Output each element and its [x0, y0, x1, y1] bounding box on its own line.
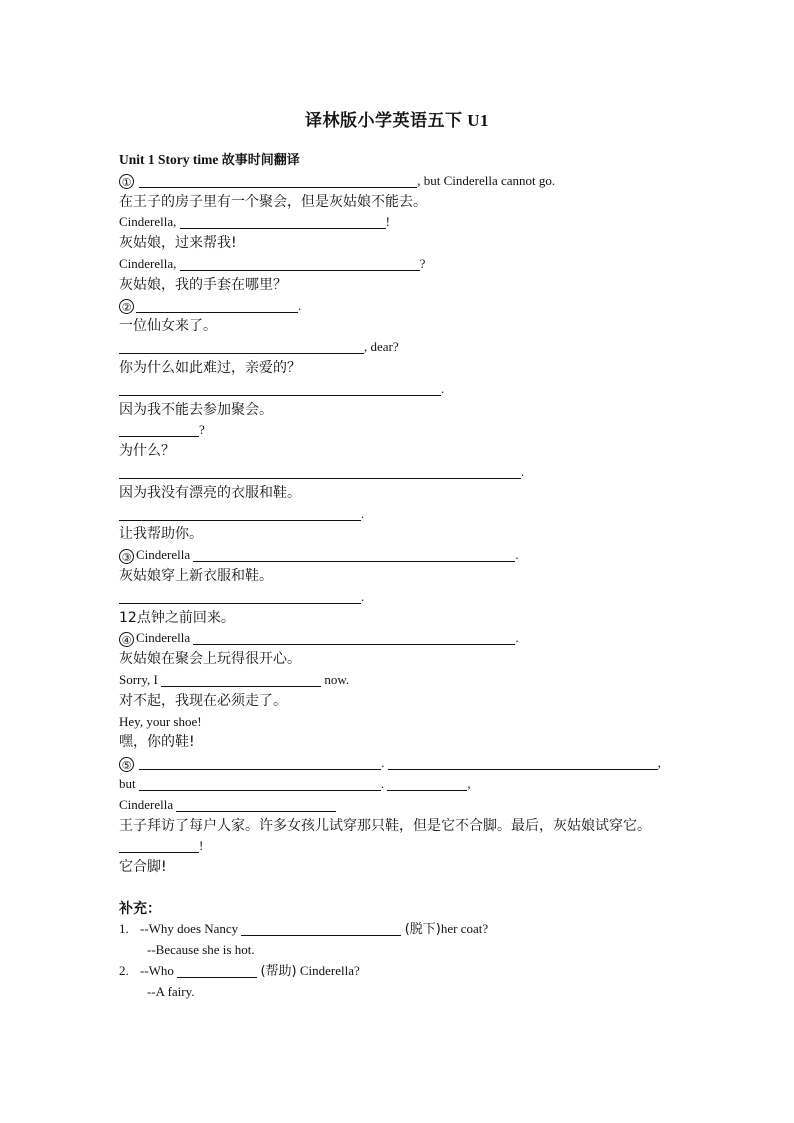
answer-blank[interactable] — [119, 339, 364, 354]
sentence-text: ? — [199, 422, 205, 438]
sentence-text: ! — [199, 838, 204, 854]
sentence-5-zh: 你为什么如此难过，亲爱的？ — [119, 359, 301, 376]
spacer — [119, 878, 689, 899]
sentence-text: , dear? — [364, 339, 399, 355]
sentence-text: Sorry, I — [119, 671, 158, 687]
sentence-7-zh: 为什么？ — [119, 443, 175, 460]
answer-blank[interactable] — [388, 755, 658, 770]
sentence-text: , — [467, 775, 471, 791]
sentence-2-zh: 灰姑娘，过来帮我! — [119, 235, 237, 252]
answer-blank[interactable] — [139, 173, 417, 188]
sentence-text: , — [657, 755, 661, 771]
section-heading — [119, 150, 689, 171]
supplement-question-2 — [119, 961, 689, 982]
circled-number-3: ③ — [119, 549, 134, 564]
answer-blank[interactable] — [139, 776, 381, 791]
sentence-13-en — [119, 670, 689, 691]
sentence-9-zh: 让我帮助你。 — [119, 526, 203, 543]
sentence-text: . — [381, 755, 385, 771]
sentence-text: now. — [324, 671, 350, 687]
sentence-13-zh: 对不起，我现在必须走了。 — [119, 692, 287, 709]
sentence-15-en-cont — [119, 774, 689, 795]
sentence-4-zh: 一位仙女来了。 — [119, 318, 217, 335]
sentence-text: Cinderella — [136, 630, 191, 646]
sentence-text: . — [521, 463, 525, 479]
sentence-12-en — [119, 628, 689, 649]
sentence-text: . — [441, 380, 445, 396]
circled-number-4: ④ — [119, 632, 134, 647]
question-text: --Why does Nancy — [140, 921, 239, 937]
answer-blank[interactable] — [193, 547, 515, 562]
sentence-6-zh: 因为我不能去参加聚会。 — [119, 401, 273, 418]
sentence-3-en — [119, 254, 689, 275]
sentence-11-zh: 12点钟之前回来。 — [119, 609, 235, 626]
sentence-4-en — [119, 296, 689, 317]
sentence-8-en — [119, 462, 689, 483]
page-title: 译林版小学英语五下 U1 — [304, 111, 490, 130]
sentence-9-en — [119, 504, 689, 525]
sentence-10-en — [119, 545, 689, 566]
sentence-14-en: Hey, your shoe! — [119, 713, 202, 729]
sentence-text: . — [298, 297, 302, 313]
hint-text: (帮助) — [260, 964, 297, 980]
supplement-heading: 补充： — [119, 900, 161, 917]
sentence-text: , but Cinderella cannot go. — [417, 172, 556, 188]
circled-number-5: ⑤ — [119, 757, 134, 772]
sentence-text: . — [515, 630, 519, 646]
circled-number-2: ② — [119, 299, 134, 314]
answer-blank[interactable] — [193, 630, 515, 645]
answer-blank[interactable] — [119, 838, 199, 853]
answer-blank[interactable] — [119, 464, 521, 479]
sentence-11-en — [119, 587, 689, 608]
answer-blank[interactable] — [161, 672, 321, 687]
answer-blank[interactable] — [119, 506, 361, 521]
sentence-6-en — [119, 379, 689, 400]
answer-blank[interactable] — [180, 214, 386, 229]
question-number: 1. — [119, 921, 129, 937]
supplement-answer-2: --A fairy. — [147, 983, 195, 999]
hint-text: (脱下) — [404, 922, 441, 938]
answer-blank[interactable] — [387, 776, 467, 791]
sentence-10-zh: 灰姑娘穿上新衣服和鞋。 — [119, 567, 273, 584]
answer-blank[interactable] — [139, 755, 381, 770]
sentence-5-en — [119, 337, 689, 358]
sentence-16-en — [119, 795, 689, 816]
answer-blank[interactable] — [136, 298, 298, 313]
sentence-16-zh: 王子拜访了每户人家。许多女孩儿试穿那只鞋，但是它不合脚。最后，灰姑娘试穿它。 — [119, 817, 651, 834]
circled-number-1: ① — [119, 174, 134, 189]
sentence-text: . — [361, 505, 365, 521]
answer-blank[interactable] — [119, 589, 361, 604]
section-heading-en: Unit 1 Story time — [119, 152, 222, 167]
sentence-text: but — [119, 775, 136, 791]
sentence-text: . — [380, 775, 385, 791]
answer-blank[interactable] — [177, 963, 257, 978]
answer-blank[interactable] — [176, 797, 336, 812]
supplement-answer-1: --Because she is hot. — [147, 942, 255, 958]
sentence-text: . — [515, 547, 519, 563]
sentence-14-zh: 嘿，你的鞋! — [119, 734, 195, 751]
answer-blank[interactable] — [241, 921, 401, 936]
sentence-17-en — [119, 836, 689, 857]
answer-blank[interactable] — [180, 256, 420, 271]
sentence-text: ? — [419, 255, 426, 271]
sentence-text: Cinderella — [136, 547, 191, 563]
section-heading-zh: 故事时间翻译 — [221, 153, 300, 168]
sentence-text: Cinderella — [119, 796, 174, 812]
sentence-2-en — [119, 212, 689, 233]
sentence-3-zh: 灰姑娘，我的手套在哪里？ — [119, 276, 287, 293]
sentence-12-zh: 灰姑娘在聚会上玩得很开心。 — [119, 651, 301, 668]
sentence-1-en — [119, 171, 689, 192]
sentence-17-zh: 它合脚! — [119, 859, 167, 876]
sentence-text: Cinderella, — [119, 214, 177, 230]
supplement-question-1 — [119, 919, 689, 940]
sentence-8-zh: 因为我没有漂亮的衣服和鞋。 — [119, 484, 301, 501]
answer-blank[interactable] — [119, 381, 441, 396]
answer-blank[interactable] — [119, 422, 199, 437]
sentence-1-zh: 在王子的房子里有一个聚会，但是灰姑娘不能去。 — [119, 193, 427, 210]
sentence-text: . — [361, 588, 365, 604]
sentence-text: Cinderella, — [119, 255, 177, 271]
sentence-15-en — [119, 753, 689, 774]
question-text: her coat? — [440, 921, 489, 937]
question-text: Cinderella? — [299, 963, 360, 979]
question-number: 2. — [119, 963, 129, 979]
worksheet-body — [119, 150, 689, 1003]
question-text: --Who — [140, 963, 174, 979]
sentence-text: ! — [385, 214, 390, 230]
sentence-7-en — [119, 420, 689, 441]
